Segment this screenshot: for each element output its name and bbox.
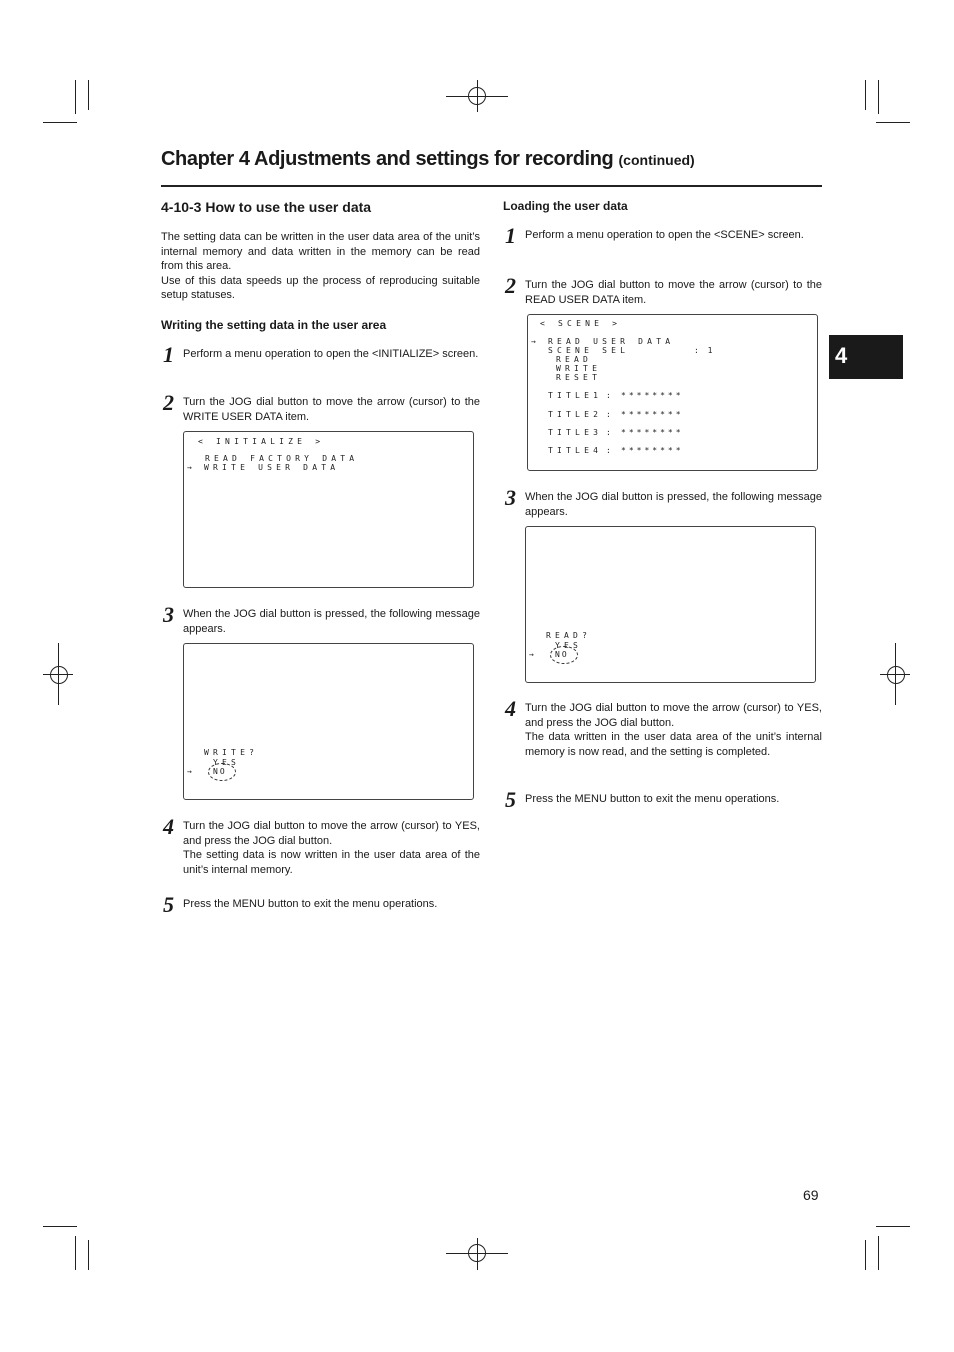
scene-screen <box>527 314 818 471</box>
writing-step-4-extra: The setting data is now written in the user data area of the unit’s internal memory. <box>183 849 480 876</box>
writing-step-5-number: 5 <box>163 892 174 917</box>
title4-value: ******** <box>621 446 684 455</box>
scene-screen-title: < SCENE > <box>540 319 622 328</box>
title3-value: ******** <box>621 428 684 437</box>
intro-text-1: The setting data can be written in the user data area of the unit’s internal memory and data written in the memory can be read from this area. <box>161 231 480 273</box>
writing-step-4-number: 4 <box>163 814 174 839</box>
scene-sel-label: SCENE SEL <box>548 346 630 355</box>
no-option-blinking: NO <box>555 650 569 659</box>
section-heading: 4-10-3 How to use the user data <box>161 199 372 215</box>
title4-sep: : <box>606 446 616 455</box>
chapter-title <box>161 148 695 171</box>
loading-step-1-text: Perform a menu operation to open the <SCENE> screen. <box>525 229 804 241</box>
read-question: READ? <box>546 631 592 640</box>
intro-text-2: Use of this data speeds up the process of reproducing suitable setup statuses. <box>161 274 480 302</box>
read-item: READ <box>556 355 593 364</box>
writing-step-1-text: Perform a menu operation to open the <INITIALIZE> screen. <box>183 348 479 360</box>
writing-step-3-text: When the JOG dial button is pressed, the following message appears. <box>183 608 480 635</box>
title3-sep: : <box>606 428 616 437</box>
loading-step-5-number: 5 <box>505 787 516 812</box>
chapter-title-text: Chapter 4 Adjustments and settings for recording <box>161 148 614 170</box>
initialize-screen-title: < INITIALIZE > <box>198 437 325 446</box>
cursor-arrow-icon: → <box>187 463 192 472</box>
write-user-data-item: WRITE USER DATA <box>204 463 340 472</box>
loading-step-4-number: 4 <box>505 696 516 721</box>
scene-sel-value: : 1 <box>694 346 715 355</box>
loading-step-2-text: Turn the JOG dial button to move the arrow (cursor) to the READ USER DATA item. <box>525 279 822 306</box>
read-factory-data-item: READ FACTORY DATA <box>205 454 359 463</box>
read-confirm-screen <box>525 526 816 683</box>
initialize-screen <box>183 431 474 588</box>
yes-option: YES <box>213 758 241 767</box>
chapter-side-tab-number: 4 <box>835 343 848 368</box>
write-question: WRITE? <box>204 748 259 757</box>
writing-step-2-number: 2 <box>163 390 174 415</box>
cursor-arrow-icon: → <box>531 337 536 346</box>
writing-heading: Writing the setting data in the user area <box>161 318 387 332</box>
loading-step-5-text: Press the MENU button to exit the menu operations. <box>525 793 780 805</box>
title1-label: TITLE1 <box>548 391 603 400</box>
write-item: WRITE <box>556 364 602 373</box>
reset-item: RESET <box>556 373 602 382</box>
writing-step-1-number: 1 <box>163 342 174 367</box>
title2-value: ******** <box>621 410 684 419</box>
page-number: 69 <box>803 1187 819 1203</box>
title2-sep: : <box>606 410 616 419</box>
cursor-arrow-icon: → <box>187 767 192 776</box>
title3-label: TITLE3 <box>548 428 603 437</box>
loading-step-4-extra: The data written in the user data area of the unit’s internal memory is now read, and the setting is completed. <box>525 731 822 758</box>
loading-heading: Loading the user data <box>503 199 628 213</box>
header-rule <box>161 185 822 187</box>
write-confirm-screen <box>183 643 474 800</box>
loading-step-1-number: 1 <box>505 223 516 248</box>
writing-step-3-number: 3 <box>163 602 174 627</box>
loading-step-4-text <box>525 701 822 759</box>
no-option-blinking: NO <box>213 767 227 776</box>
writing-step-5-text: Press the MENU button to exit the menu operations. <box>183 898 438 910</box>
chapter-side-tab <box>829 335 903 379</box>
title1-value: ******** <box>621 391 684 400</box>
title2-label: TITLE2 <box>548 410 603 419</box>
yes-option: YES <box>555 641 583 650</box>
title4-label: TITLE4 <box>548 446 603 455</box>
loading-step-3-text: When the JOG dial button is pressed, the following message appears. <box>525 491 822 518</box>
read-user-data-item: READ USER DATA <box>548 337 675 346</box>
cursor-arrow-icon: → <box>529 650 534 659</box>
loading-step-3-number: 3 <box>505 485 516 510</box>
loading-step-2-number: 2 <box>505 273 516 298</box>
continued-label: (continued) <box>618 152 695 168</box>
intro-paragraph <box>161 230 480 303</box>
writing-step-4-text <box>183 819 480 877</box>
writing-step-2-text: Turn the JOG dial button to move the arrow (cursor) to the WRITE USER DATA item. <box>183 396 480 423</box>
loading-step-4-line: Turn the JOG dial button to move the arrow (cursor) to YES, and press the JOG dial button. <box>525 702 822 729</box>
writing-step-4-line: Turn the JOG dial button to move the arrow (cursor) to YES, and press the JOG dial button. <box>183 820 480 847</box>
title1-sep: : <box>606 391 616 400</box>
